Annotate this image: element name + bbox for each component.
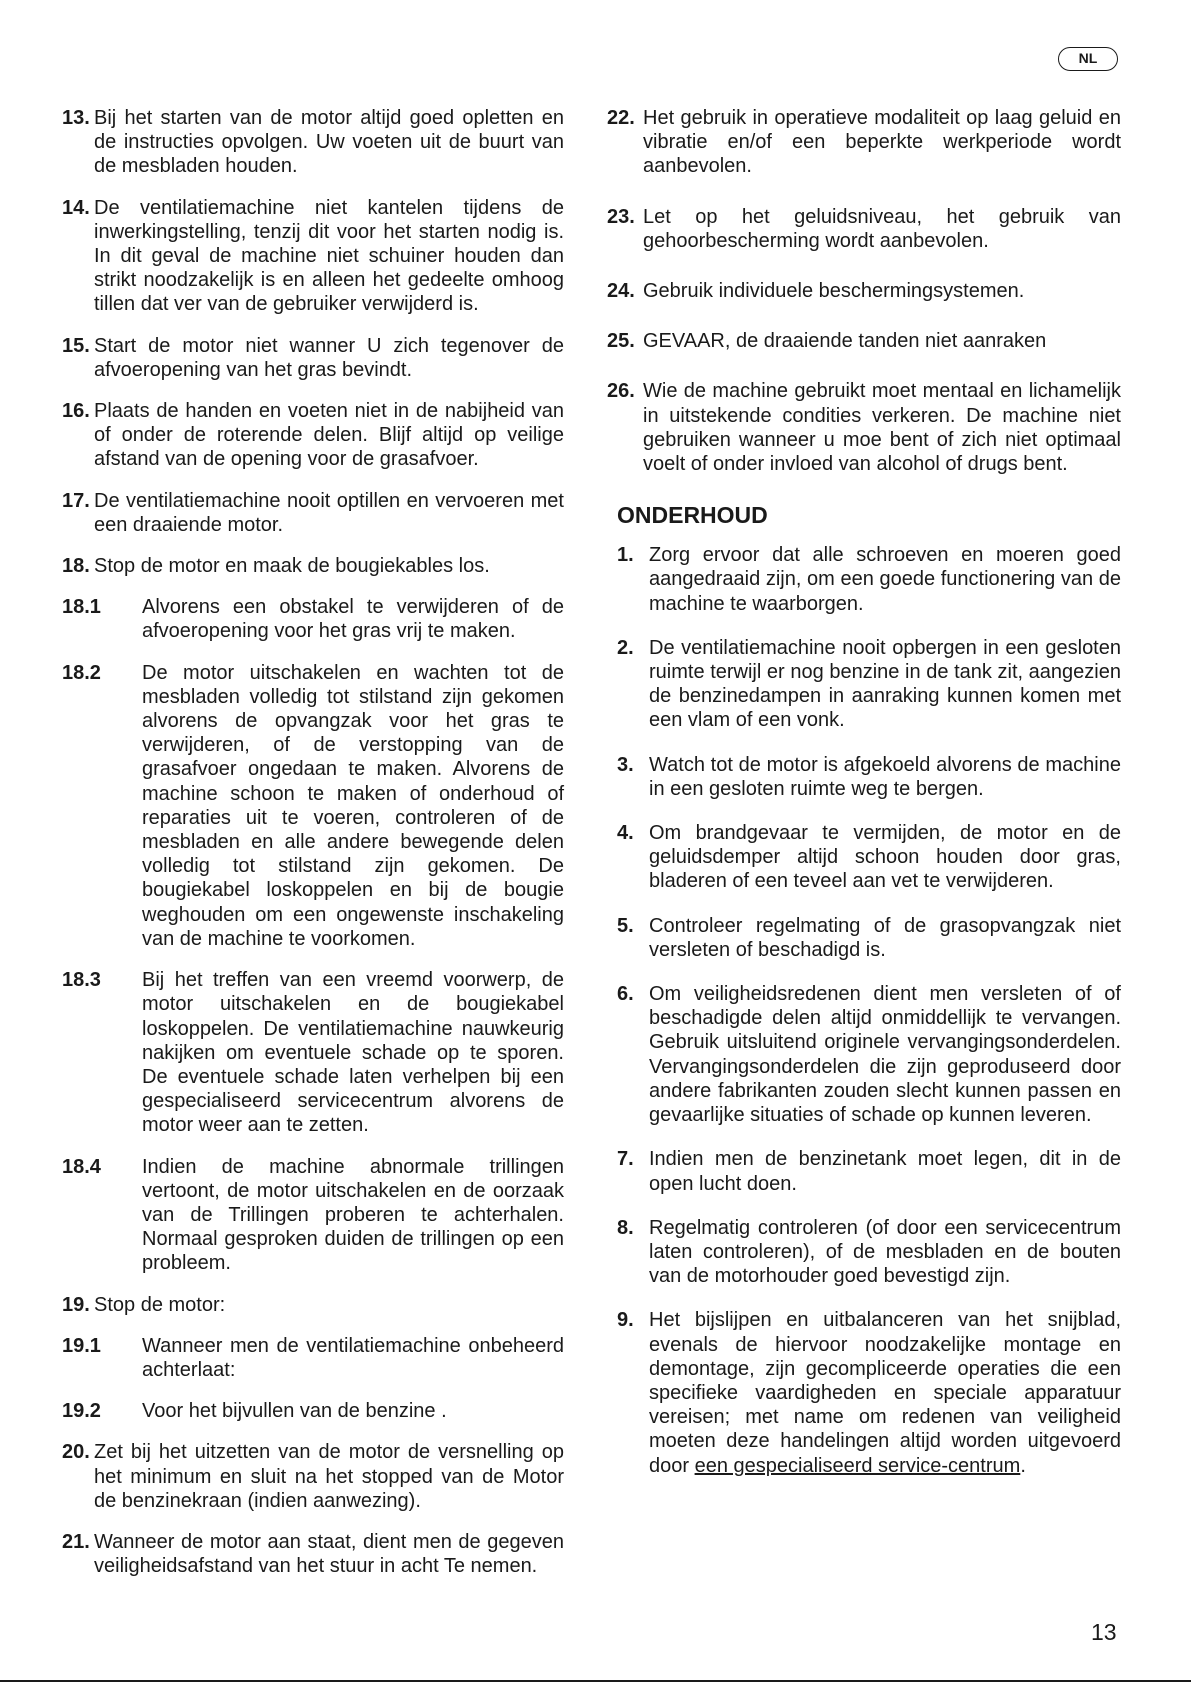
list-item [62, 595, 564, 643]
item-text-main: Zet bij het uitzetten van de motor de versnelling op het minimum en sluit na het stopped van de Motor de benzinekraan (indien aanwezing). [94, 1441, 564, 1512]
list-item [607, 205, 1121, 253]
item-text-main: Controleer regelmating of de grasopvangzak niet versleten of beschadigd is. [649, 914, 1121, 961]
item-text-main: Bij het starten van de motor altijd goed opletten en de instructies opvolgen. Uw voeten uit de buurt van de mesbladen houden. [94, 107, 564, 178]
item-text [649, 543, 1121, 616]
item-text-main: Regelmatig controleren (of door een servicecentrum laten controleren), of de mesbladen en de bouten van de motorhouder goed bevestigd zijn. [649, 1216, 1121, 1288]
item-text-main: Stop de motor: [94, 1293, 226, 1316]
item-text-main: De ventilatiemachine nooit opbergen in een gesloten ruimte terwijl er nog benzine in de tank zit, aangezien de benzinedampen in aanraking kunnen komen met een vlam of een vonk. [649, 636, 1121, 732]
list-item [62, 106, 564, 179]
item-number: 25. [607, 330, 635, 353]
item-text [643, 205, 1121, 253]
item-text-main: De motor uitschakelen en wachten tot de mesbladen volledig tot stilstand zijn gekomen alvorens de opvangzak voor het gras te verwijderen, of de verstopping van de grasafvoer ongedaan te maken. Alvorens de machine schoon te maken of onderhoud of reparaties uit te voeren, controleren of de mesbladen en alle andere bewegende delen volledig tot stilstand zijn gekomen. De bougiekabel loskoppelen en bij de bougie weghouden om een ongewenste inschakeling van de machine te voorkomen. [142, 661, 564, 950]
item-number: 1. [617, 544, 634, 567]
list-item [62, 661, 564, 951]
item-number: 15. [62, 334, 90, 357]
item-text [643, 379, 1121, 476]
item-text-main: De ventilatiemachine nooit optillen en vervoeren met een draaiende motor. [94, 489, 564, 536]
item-text [94, 1293, 564, 1317]
list-item [607, 1308, 1121, 1477]
item-text [649, 636, 1121, 733]
list-item [607, 821, 1121, 894]
item-text-main: Let op het geluidsniveau, het gebruik van gehoorbescherming wordt aanbevolen. [643, 205, 1121, 252]
item-text-main: Gebruik individuele beschermingsystemen. [643, 280, 1025, 303]
left-column [62, 106, 564, 1595]
service-centre-link: een gespecialiseerd service-centrum [694, 1454, 1021, 1477]
item-text [649, 821, 1121, 894]
item-text [643, 329, 1121, 353]
item-text [649, 753, 1121, 801]
list-item [62, 1399, 564, 1423]
item-text [142, 1334, 564, 1382]
item-number: 9. [617, 1309, 634, 1332]
item-text-main: Stop de motor en maak de bougiekables los. [94, 555, 490, 578]
list-item [62, 489, 564, 537]
item-number: 18. [62, 555, 90, 578]
item-number: 3. [617, 753, 634, 776]
item-text [649, 1308, 1121, 1477]
page-number: 13 [1091, 1619, 1117, 1645]
item-number: 16. [62, 400, 90, 423]
item-number: 7. [617, 1148, 634, 1171]
list-item [62, 334, 564, 382]
item-number: 19.2 [62, 1400, 101, 1423]
maintenance-list [607, 543, 1121, 1478]
item-number: 24. [607, 280, 635, 303]
item-text-main: Indien men de benzinetank moet legen, dit in de open lucht doen. [649, 1148, 1121, 1195]
item-text [94, 334, 564, 382]
safety-list-continued [607, 106, 1121, 476]
list-item [607, 379, 1121, 476]
item-text [94, 489, 564, 537]
item-text-main: Start de motor niet wanner U zich tegenover de afvoeropening van het gras bevindt. [94, 334, 564, 381]
list-item [607, 329, 1121, 353]
list-item [62, 399, 564, 472]
item-text [142, 968, 564, 1137]
list-item [62, 1530, 564, 1578]
list-item [607, 279, 1121, 303]
item-text [142, 661, 564, 951]
item-text [649, 1216, 1121, 1289]
item-text-main: Voor het bijvullen van de benzine . [142, 1400, 447, 1423]
item-text [94, 1440, 564, 1513]
item-text [643, 106, 1121, 179]
item-number: 6. [617, 983, 634, 1006]
item-text-main: Om brandgevaar te vermijden, de motor en de geluidsdemper altijd schoon houden door gras, bladeren of een teveel aan vet te verwijderen. [649, 822, 1121, 893]
bottom-rule [0, 1680, 1191, 1682]
item-text-end: . [1020, 1454, 1026, 1477]
list-item [607, 636, 1121, 733]
list-item [607, 914, 1121, 962]
item-text [649, 914, 1121, 962]
item-text-main: Plaats de handen en voeten niet in de nabijheid van of onder de roterende delen. Blijf altijd op veilige afstand van de opening voor de grasafvoer. [94, 400, 564, 471]
item-text-main: Zorg ervoor dat alle schroeven en moeren goed aangedraaid zijn, om een goede functionering van de machine te waarborgen. [649, 544, 1121, 615]
item-text-main: Watch tot de motor is afgekoeld alvorens de machine in een gesloten ruimte weg te bergen. [649, 753, 1121, 800]
right-column [607, 106, 1121, 1498]
list-item [62, 1293, 564, 1317]
item-text [94, 399, 564, 472]
item-number: 18.3 [62, 969, 101, 992]
item-number: 23. [607, 205, 635, 228]
item-text [649, 982, 1121, 1127]
item-number: 22. [607, 107, 635, 129]
item-text-main: Om veiligheidsredenen dient men versleten of of beschadigde delen altijd onmiddellijk te vervangen. Gebruik uitsluitend originele vervangingsonderdelen. Vervangingsonderdelen die zijn geproduseerd door andere fabrikanten zouden slecht kunnen passen en gevaarlijke situaties of schade op kunnen leveren. [649, 983, 1121, 1127]
item-number: 20. [62, 1441, 90, 1464]
list-item [62, 1334, 564, 1382]
item-text-main: GEVAAR, de draaiende tanden niet aanraken [643, 330, 1047, 353]
item-text-main: Bij het treffen van een vreemd voorwerp, de motor uitschakelen en de bougiekabel loskoppelen. De ventilatiemachine nauwkeurig nakijken om eventuele schade op te sporen. De eventuele schade laten verhelpen bij een gespecialiseerd servicecentrum alvorens de motor weer aan te zetten. [142, 969, 564, 1137]
list-item [607, 1147, 1121, 1195]
item-text-main: De ventilatiemachine niet kantelen tijdens de inwerkingstelling, tenzij dit voor het starten nodig is. In dit geval de machine niet schuiner houden dan strikt noodzakelijk is en alleen het gedeelte omhoog tillen dat ver van de gebruiker verwijderd is. [94, 196, 564, 316]
item-number: 19.1 [62, 1334, 101, 1357]
item-number: 18.1 [62, 596, 101, 619]
item-text-main: Wanneer men de ventilatiemachine onbeheerd achterlaat: [142, 1334, 564, 1381]
item-text [142, 595, 564, 643]
list-item [62, 1440, 564, 1513]
item-number: 5. [617, 914, 634, 937]
item-number: 17. [62, 489, 90, 512]
item-number: 26. [607, 380, 635, 403]
item-text [94, 196, 564, 317]
item-text-main: Het bijslijpen en uitbalanceren van het snijblad, evenals de hiervoor noodzakelijke montage en demontage, zijn gecompliceerde operaties die een specifieke vaardigheden en speciale apparatuur vereisen; met name om redenen van veiligheid moeten deze handelingen altijd worden uitgevoerd door [649, 1309, 1121, 1477]
item-number: 2. [617, 636, 634, 659]
language-badge: NL [1058, 47, 1118, 71]
section-title-onderhoud: ONDERHOUD [617, 502, 768, 529]
list-item [607, 543, 1121, 616]
item-text-main: Alvorens een obstakel te verwijderen of de afvoeropening voor het gras vrij te maken. [142, 596, 564, 643]
item-text-main: Het gebruik in operatieve modaliteit op laag geluid en vibratie en/of een beperkte werkperiode wordt aanbevolen. [643, 107, 1121, 178]
item-number: 13. [62, 107, 90, 129]
list-item [62, 968, 564, 1137]
list-item [607, 1216, 1121, 1289]
list-item [62, 1155, 564, 1276]
item-number: 14. [62, 196, 90, 219]
item-text [142, 1155, 564, 1276]
item-number: 18.4 [62, 1155, 101, 1178]
item-text [94, 1530, 564, 1578]
item-text-main: Wie de machine gebruikt moet mentaal en lichamelijk in uitstekende condities verkeren. De machine niet gebruiken wanneer u moe bent of zich niet optimaal voelt of onder invloed van alcohol of drugs bent. [643, 380, 1121, 476]
list-item [607, 106, 1121, 179]
item-text [94, 106, 564, 179]
list-item [607, 982, 1121, 1127]
item-text [643, 279, 1121, 303]
item-text-main: Wanneer de motor aan staat, dient men de gegeven veiligheidsafstand van het stuur in acht Te nemen. [94, 1530, 564, 1578]
item-number: 8. [617, 1216, 634, 1239]
item-text [94, 554, 564, 578]
item-number: 19. [62, 1293, 90, 1316]
list-item [62, 554, 564, 578]
item-number: 4. [617, 822, 634, 845]
item-text-main: Indien de machine abnormale trillingen vertoont, de motor uitschakelen en de oorzaak van de Trillingen proberen te achterhalen. Normaal gesproken duiden de trillingen op een probleem. [142, 1155, 564, 1275]
item-number: 18.2 [62, 661, 101, 684]
list-item [62, 196, 564, 317]
list-item [607, 753, 1121, 801]
item-text [649, 1147, 1121, 1195]
item-number: 21. [62, 1530, 90, 1553]
item-text [142, 1399, 564, 1423]
